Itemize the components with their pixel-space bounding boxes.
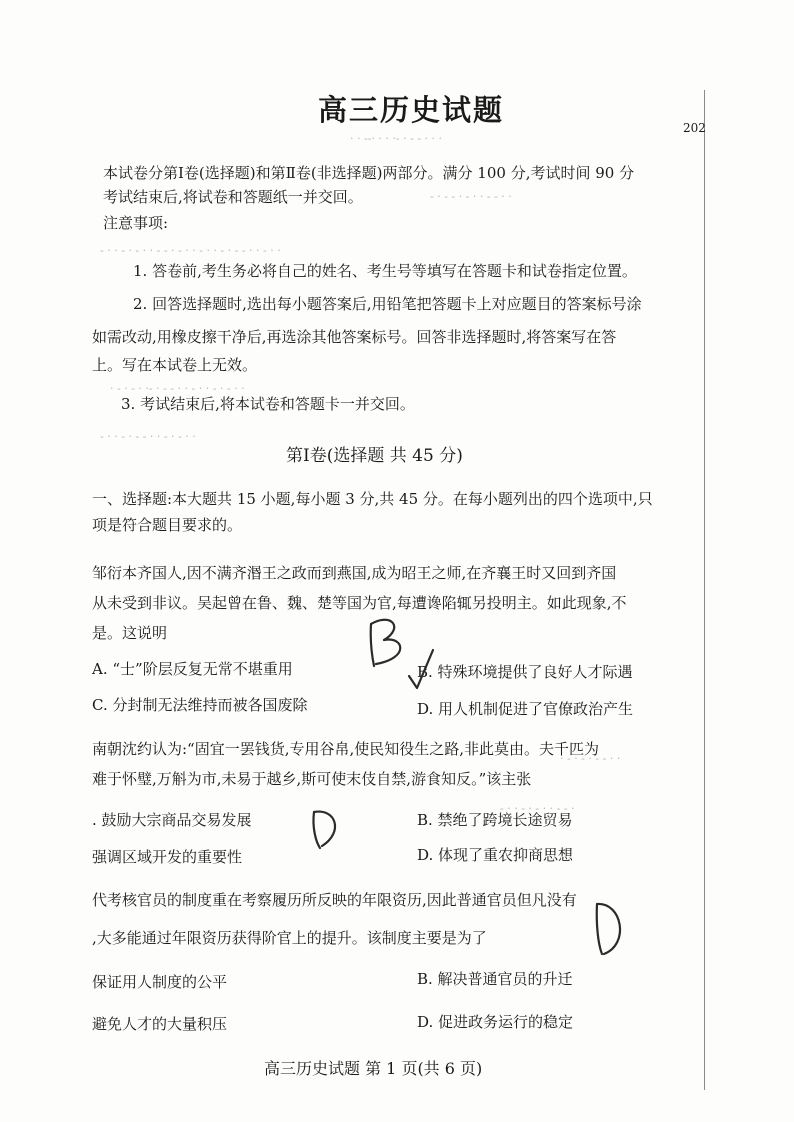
note-item-1: 1. 答卷前,考生务必将自己的姓名、考生号等填写在答题卡和试卷指定位置。 — [133, 262, 637, 280]
notes-heading: 注意事项: — [103, 214, 169, 232]
option-b: B. 特殊环境提供了良好人才际遇 — [417, 663, 633, 681]
note-item-2: 2. 回答选择题时,选出每小题答案后,用铅笔把答题卡上对应题目的答案标号涂 — [133, 295, 642, 313]
page-footer: 高三历史试题 第 1 页(共 6 页) — [264, 1059, 483, 1078]
handwritten-answer-q2 — [313, 812, 335, 848]
note-item-2-cont: 上。写在本试卷上无效。 — [92, 356, 258, 374]
note-item-3: 3. 考试结束后,将本试卷和答题卡一并交回。 — [121, 395, 415, 413]
section-title: 第Ⅰ卷(选择题 共 45 分) — [286, 446, 463, 466]
question-stem: 代考核官员的制度重在考察履历所反映的年限资历,因此普通官员但凡没有 — [92, 891, 577, 909]
option-b: B. 禁绝了跨境长途贸易 — [417, 811, 573, 829]
bleed-through: · · ‑‑· · · ·‑ · ‑ ‑ · · · — [350, 132, 443, 145]
bleed-through: ‑ · · ‑ · ‑ · · ‑ ‑ · ‑ · · ‑ · · ‑ · ‑ ‑ · · ‑ · · — [100, 244, 281, 257]
option-c: 避免人才的大量积压 — [92, 1015, 228, 1033]
option-c: C. 分封制无法维持而被各国废除 — [92, 696, 308, 714]
option-a: A. “士”阶层反复无常不堪重用 — [92, 660, 293, 678]
option-c: 强调区域开发的重要性 — [92, 848, 243, 866]
question-stem: ,大多能通过年限资历获得阶官上的提升。该制度主要是为了 — [92, 929, 487, 947]
section-intro: 一、选择题:本大题共 15 小题,每小题 3 分,共 45 分。在每小题列出的四个选项中,只 — [92, 490, 653, 508]
note-item-2-cont: 如需改动,用橡皮擦干净后,再选涂其他答案标号。回答非选择题时,将答案写在答 — [92, 328, 617, 346]
option-d: D. 用人机制促进了官僚政治产生 — [417, 700, 634, 718]
bleed-through: ‑ · · ‑ · ‑ · · ‑ ‑ · — [500, 802, 575, 815]
question-stem: 邹衍本齐国人,因不满齐湣王之政而到燕国,成为昭王之师,在齐襄王时又回到齐国 — [92, 564, 617, 582]
option-b: B. 解决普通官员的升迁 — [417, 970, 573, 988]
option-d: D. 促进政务运行的稳定 — [417, 1013, 574, 1031]
intro-line: 本试卷分第Ⅰ卷(选择题)和第Ⅱ卷(非选择题)两部分。满分 100 分,考试时间 90 分 — [103, 164, 635, 182]
bleed-through: ‑ · ‑ ‑ · ‑ · · ‑ ‑ · · — [430, 190, 512, 203]
intro-line: 考试结束后,将试卷和答题纸一并交回。 — [103, 188, 363, 206]
handwritten-answer-q3 — [597, 904, 620, 954]
checkmark-q1 — [409, 650, 433, 688]
bleed-through: · ‑ · ‑ · ·‑ · ‑ ‑ · · ‑ · · ‑ · ‑ · · — [110, 382, 245, 395]
section-intro: 项是符合题目要求的。 — [92, 516, 243, 534]
question-stem: 南朝沈约认为:“固宜一罢钱货,专用谷帛,使民知役生之路,非此莫由。夫千匹为 — [92, 740, 600, 758]
option-a: 保证用人制度的公平 — [92, 973, 228, 991]
bleed-through: ‑ · · ‑ · ‑ ‑ · · ‑ · ‑ · · — [100, 430, 196, 443]
exam-title: 高三历史试题 — [318, 93, 505, 127]
question-stem: 是。这说明 — [92, 624, 168, 642]
handwritten-answer-q1 — [371, 620, 401, 666]
question-stem: 从未受到非议。吴起曾在鲁、魏、楚等国为官,每遭谗陷辄另投明主。如此现象,不 — [92, 594, 627, 612]
option-d: D. 体现了重农抑商思想 — [417, 846, 574, 864]
option-a: . 鼓励大宗商品交易发展 — [92, 811, 252, 829]
bleed-through: · ‑ · ‑ · ‑ ‑ · · — [560, 752, 621, 765]
question-stem: 难于怀璧,万斛为市,未易于越乡,斯可使末伎自禁,游食知反。”该主张 — [92, 770, 532, 788]
exam-year: 202 — [683, 121, 706, 135]
